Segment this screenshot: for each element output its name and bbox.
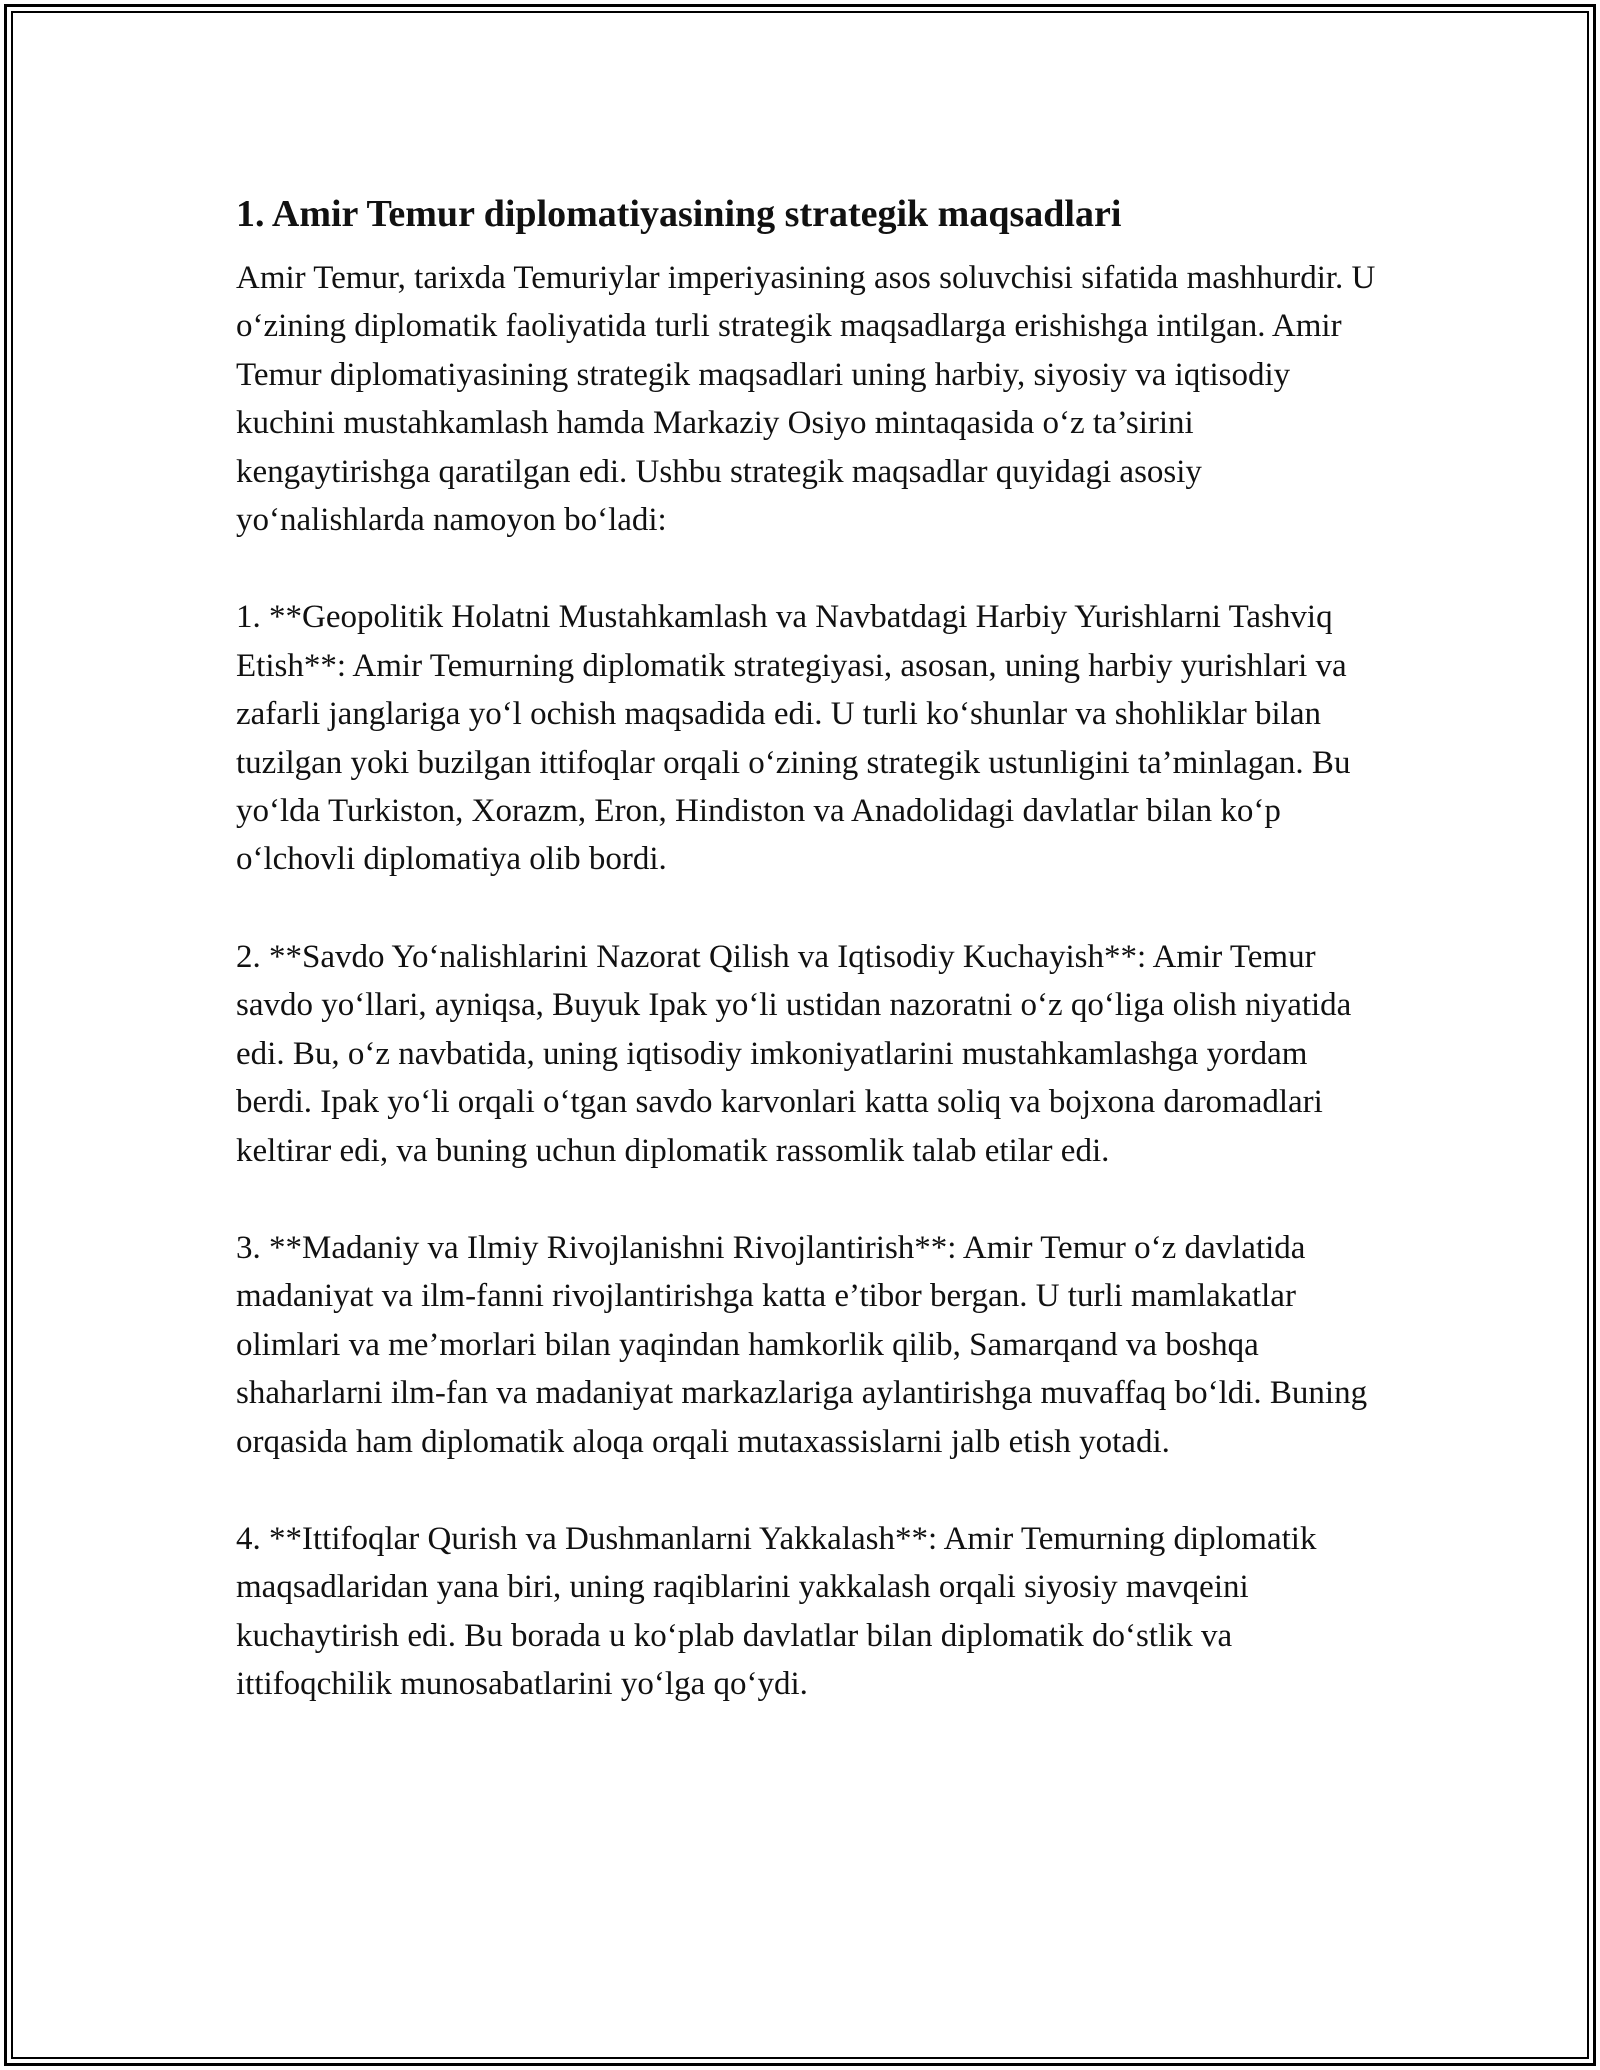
intro-paragraph: Amir Temur, tarixda Temuriylar imperiyasining asos soluvchisi sifatida mashhurdir. U o‘zining diplomatik faoliyatida turli strategik maqsadlarga erishishga intilgan. Amir Temur diplomatiyasining strategik maqsadlari uning harbiy, siyosiy va iqtisodiy kuchini mustahkamlash hamda Markaziy Osiyo mintaqasida o‘z ta’sirini kengaytirishga qaratilgan edi. Ushbu strategik maqsadlar quyidagi asosiy yo‘nalishlarda namoyon bo‘ladi: bbox=[236, 260, 1376, 539]
point-1-paragraph: 1. **Geopolitik Holatni Mustahkamlash va Navbatdagi Harbiy Yurishlarni Tashviq Etish**: Amir Temurning diplomatik strategiyasi, asosan, uning harbiy yurishlari va zafarli janglariga yo‘l ochish maqsadida edi. U turli ko‘shunlar va shohliklar bilan tuzilgan yoki buzilgan ittifoqlar orqali o‘zining strategik ustunligini ta’minlagan. Bu yo‘lda Turkiston, Xorazm, Eron, Hindiston va Anadolidagi davlatlar bilan ko‘p o‘lchovli diplomatiya olib bordi. bbox=[236, 599, 1351, 878]
point-4-paragraph: 4. **Ittifoqlar Qurish va Dushmanlarni Yakkalash**: Amir Temurning diplomatik maqsadlaridan yana biri, uning raqiblarini yakkalash orqali siyosiy mavqeini kuchaytirish edi. Bu borada u ko‘plab davlatlar bilan diplomatik do‘stlik va ittifoqchilik munosabatlarini yo‘lga qo‘ydi. bbox=[236, 1520, 1317, 1703]
section-heading: 1. Amir Temur diplomatiyasining strategik maqsadlari bbox=[236, 193, 1122, 235]
point-2-paragraph: 2. **Savdo Yo‘nalishlarini Nazorat Qilish va Iqtisodiy Kuchayish**: Amir Temur savdo yo‘llari, ayniqsa, Buyuk Ipak yo‘li ustidan nazoratni o‘z qo‘liga olish niyatida edi. Bu, o‘z navbatida, uning iqtisodiy imkoniyatlarini mustahkamlashga yordam berdi. Ipak yo‘li orqali o‘tgan savdo karvonlari katta soliq va bojxona daromadlari keltirar edi, va buning uchun diplomatik rassomlik talab etilar edi. bbox=[236, 938, 1352, 1169]
document-body bbox=[236, 186, 1376, 1758]
point-3-paragraph: 3. **Madaniy va Ilmiy Rivojlanishni Rivojlantirish**: Amir Temur o‘z davlatida madaniyat va ilm-fanni rivojlantirishga katta e’tibor bergan. U turli mamlakatlar olimlari va me’morlari bilan yaqindan hamkorlik qilib, Samarqand va boshqa shaharlarni ilm-fan va madaniyat markazlariga aylantirishga muvaffaq bo‘ldi. Buning orqasida ham diplomatik aloqa orqali mutaxassislarni jalb etish yotadi. bbox=[236, 1229, 1368, 1460]
